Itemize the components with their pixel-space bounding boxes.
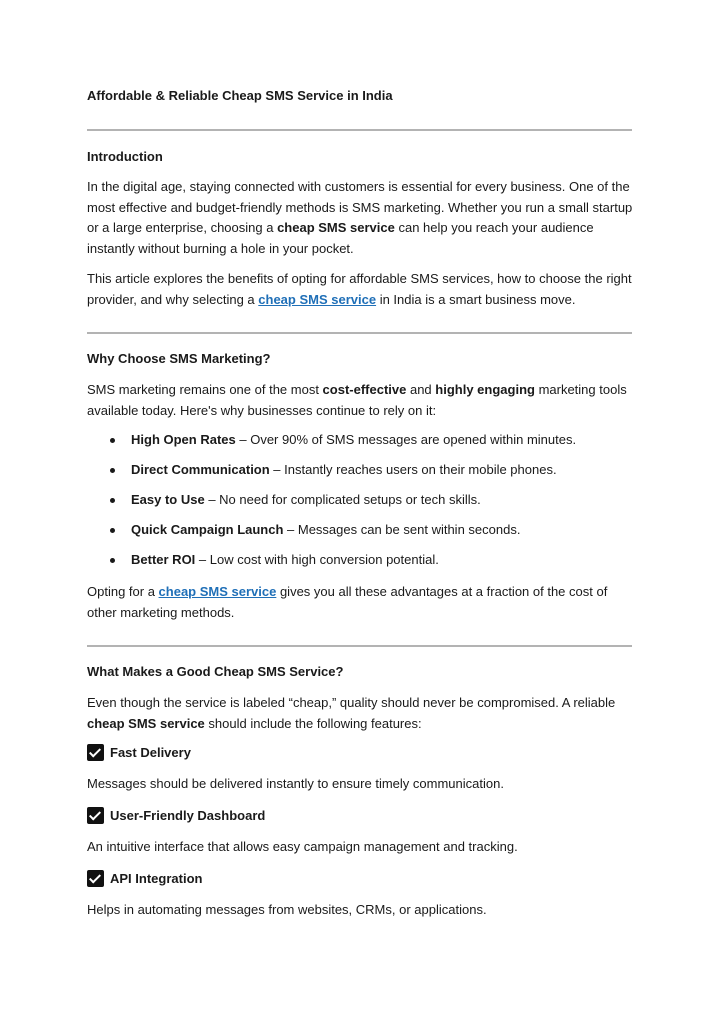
intro-paragraph-1: [87, 177, 637, 259]
feature-title-text: Fast Delivery: [110, 745, 191, 760]
feature-description: Helps in automating messages from websites, CRMs, or applications.: [87, 902, 487, 917]
cheap-sms-service-link[interactable]: cheap SMS service: [258, 291, 377, 307]
list-item-bold: Direct Communication: [131, 462, 270, 477]
bullet-icon: [110, 438, 115, 443]
good-p1-text-a: Even though the service is labeled “cheap,” quality should never be compromised. A reliable: [87, 695, 616, 710]
why-paragraph-1: [87, 380, 637, 421]
list-item-text: – Low cost with high conversion potential.: [195, 552, 439, 567]
list-item: [110, 432, 576, 447]
why-heading: Why Choose SMS Marketing?: [87, 351, 271, 366]
section-divider: [87, 645, 632, 647]
feature-title: [87, 744, 191, 761]
feature-description: An intuitive interface that allows easy campaign management and tracking.: [87, 839, 518, 854]
why-p2-text-b: gives you all these advantages at a fraction of the cost of other marketing methods.: [87, 584, 608, 620]
list-item-bold: Easy to Use: [131, 492, 205, 507]
list-item-bold: Better ROI: [131, 552, 196, 567]
intro-p2-text-b: in India is a smart business move.: [376, 291, 576, 307]
feature-title-text: API Integration: [110, 871, 203, 886]
why-p2-text-a: Opting for a: [87, 584, 159, 599]
intro-p2-text-a: This article explores the benefits of opting for affordable SMS services, how to choose the right provider, and why selecting a: [87, 271, 632, 307]
checkmark-icon: [87, 807, 104, 824]
intro-p1-bold: cheap SMS service: [277, 220, 395, 235]
section-divider: [87, 129, 632, 131]
good-p1-text-b: should include the following features:: [204, 715, 422, 731]
list-item: [110, 522, 520, 537]
why-p1-mid: and: [406, 382, 436, 397]
bullet-icon: [110, 558, 115, 563]
feature-title: [87, 807, 265, 824]
feature-title: [87, 870, 202, 887]
good-paragraph-1: [87, 693, 637, 734]
why-p1-bold-2: highly engaging: [435, 382, 535, 397]
intro-p1-text-b: can help you reach your audience instantly without burning a hole in your pocket.: [87, 220, 594, 256]
why-p1-text-a: SMS marketing remains one of the most: [87, 382, 323, 397]
list-item: [110, 462, 557, 477]
bullet-icon: [110, 468, 115, 473]
list-item-text: – Over 90% of SMS messages are opened within minutes.: [235, 432, 577, 447]
why-paragraph-2: [87, 582, 637, 623]
intro-paragraph-2: [87, 269, 637, 310]
list-item-bold: High Open Rates: [131, 432, 236, 447]
feature-title-text: User-Friendly Dashboard: [110, 808, 266, 823]
document-title: Affordable & Reliable Cheap SMS Service in India: [87, 88, 393, 103]
checkmark-icon: [87, 744, 104, 761]
section-divider: [87, 332, 632, 334]
bullet-icon: [110, 528, 115, 533]
list-item: [110, 492, 481, 507]
list-item: [110, 552, 439, 567]
why-p1-bold-1: cost-effective: [322, 382, 407, 397]
good-heading: What Makes a Good Cheap SMS Service?: [87, 664, 344, 679]
list-item-text: – No need for complicated setups or tech skills.: [204, 492, 481, 507]
checkmark-icon: [87, 870, 104, 887]
why-p1-text-b: marketing tools available today. Here's why businesses continue to rely on it:: [87, 382, 627, 418]
bullet-icon: [110, 498, 115, 503]
list-item-text: – Messages can be sent within seconds.: [283, 522, 521, 537]
intro-p1-text-a: In the digital age, staying connected with customers is essential for every business. One of the most effective and budget-friendly methods is SMS marketing. Whether you run a small startup or a large enterprise, choosing a: [87, 179, 633, 235]
list-item-text: – Instantly reaches users on their mobile phones.: [269, 462, 557, 477]
feature-description: Messages should be delivered instantly to ensure timely communication.: [87, 776, 504, 791]
intro-heading: Introduction: [87, 149, 163, 164]
cheap-sms-service-link[interactable]: cheap SMS service: [158, 584, 277, 599]
good-p1-bold: cheap SMS service: [87, 715, 205, 731]
list-item-bold: Quick Campaign Launch: [131, 522, 284, 537]
